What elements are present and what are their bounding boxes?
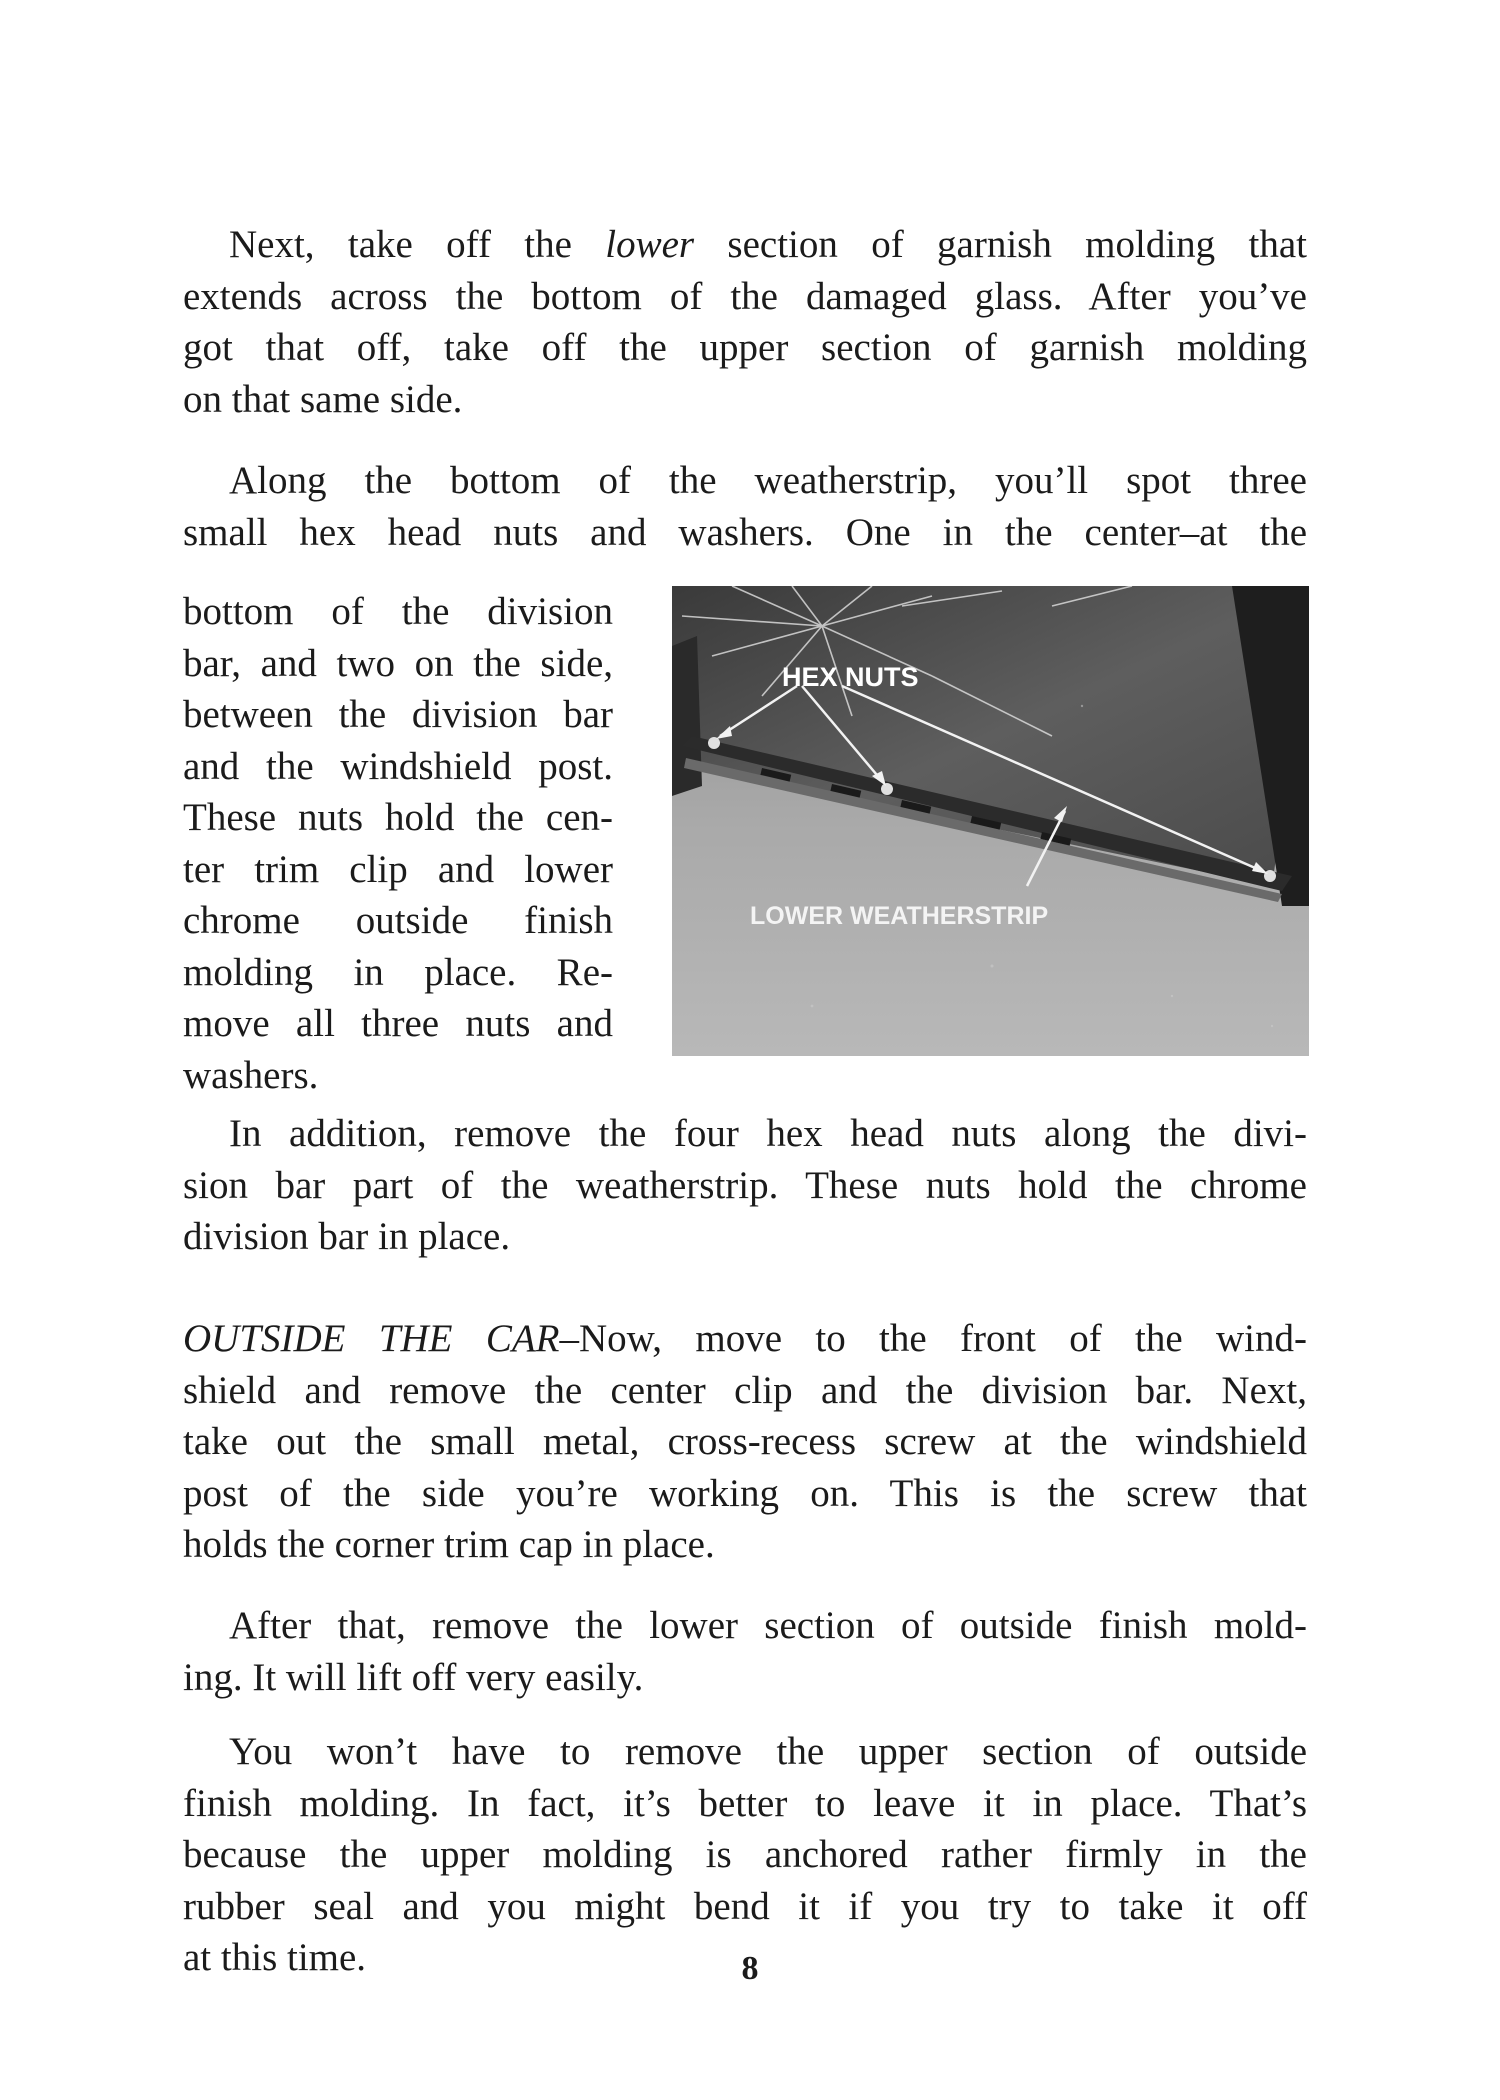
label-lower-weatherstrip: LOWER WEATHERSTRIP (750, 902, 1049, 930)
hex-nut-center (881, 783, 893, 795)
text-line: chrome outside finish (183, 899, 613, 942)
text-line: You won’t have to remove the upper section of outside (229, 1730, 1307, 1773)
hex-nut-left (708, 737, 720, 749)
division-bar-shape (672, 636, 702, 796)
text-line: move all three nuts and (183, 1002, 613, 1045)
paragraph-hex-nuts-wrapped (183, 586, 613, 1101)
hex-nut-right (1264, 870, 1276, 882)
label-hex-nuts: HEX NUTS (782, 662, 919, 692)
text-line: finish molding. In fact, it’s better to leave it in place. That’s (183, 1781, 1307, 1825)
windshield-photo-drawing (672, 586, 1309, 1056)
text-line: extends across the bottom of the damaged glass. After you’ve (183, 274, 1307, 318)
text-line: ter trim clip and lower (183, 847, 613, 891)
paragraph-hex-nuts-intro (183, 455, 1307, 558)
text-line: division bar in place. (183, 1215, 511, 1258)
text-line: because the upper molding is anchored rather firmly in the (183, 1833, 1307, 1876)
text-line: sion bar part of the weatherstrip. These nuts hold the chrome (183, 1163, 1307, 1207)
text-line: at this time. (183, 1936, 367, 1979)
text-line: bar, and two on the side, (183, 641, 613, 685)
page-number: 8 (741, 1950, 759, 1987)
text-line: post of the side you’re working on. This is the screw that (183, 1471, 1307, 1515)
text-line: washers. (183, 1053, 319, 1097)
paragraph-division-bar-nuts (183, 1108, 1307, 1263)
text-line: and the windshield post. (183, 744, 613, 788)
paragraph-garnish-molding (183, 219, 1307, 425)
text-line: small hex head nuts and washers. One in the center–at the (183, 510, 1307, 554)
paragraph-outside-finish-molding (183, 1600, 1307, 1703)
text-line: Next, take off the lower section of garnish molding that (229, 223, 1307, 266)
text-line: OUTSIDE THE CAR–Now, move to the front of the wind- (183, 1317, 1307, 1360)
text-line: Along the bottom of the weatherstrip, you’ll spot three (229, 459, 1307, 502)
text-line: After that, remove the lower section of outside finish mold- (229, 1604, 1307, 1647)
text-line: got that off, take off the upper section of garnish molding (183, 326, 1307, 369)
text-line: shield and remove the center clip and the division bar. Next, (183, 1368, 1307, 1412)
text-line: bottom of the division (183, 590, 613, 633)
paragraph-upper-molding (183, 1726, 1307, 1984)
text-line: molding in place. Re- (183, 950, 613, 994)
section-heading-outside-the-car: OUTSIDE THE CAR (183, 1317, 560, 1360)
text-line: rubber seal and you might bend it if you try to take it off (183, 1884, 1307, 1928)
text-line: In addition, remove the four hex head nuts along the divi- (229, 1112, 1307, 1155)
emphasis-lower: lower (605, 223, 695, 266)
text-line: holds the corner trim cap in place. (183, 1523, 715, 1566)
text-line: take out the small metal, cross-recess screw at the windshield (183, 1420, 1307, 1463)
text-line: on that same side. (183, 377, 463, 421)
text-line: ing. It will lift off very easily. (183, 1655, 644, 1699)
text-line: These nuts hold the cen- (183, 796, 613, 839)
windshield-photo (672, 586, 1309, 1056)
paragraph-outside-the-car (183, 1313, 1307, 1571)
text-line: between the division bar (183, 693, 613, 736)
